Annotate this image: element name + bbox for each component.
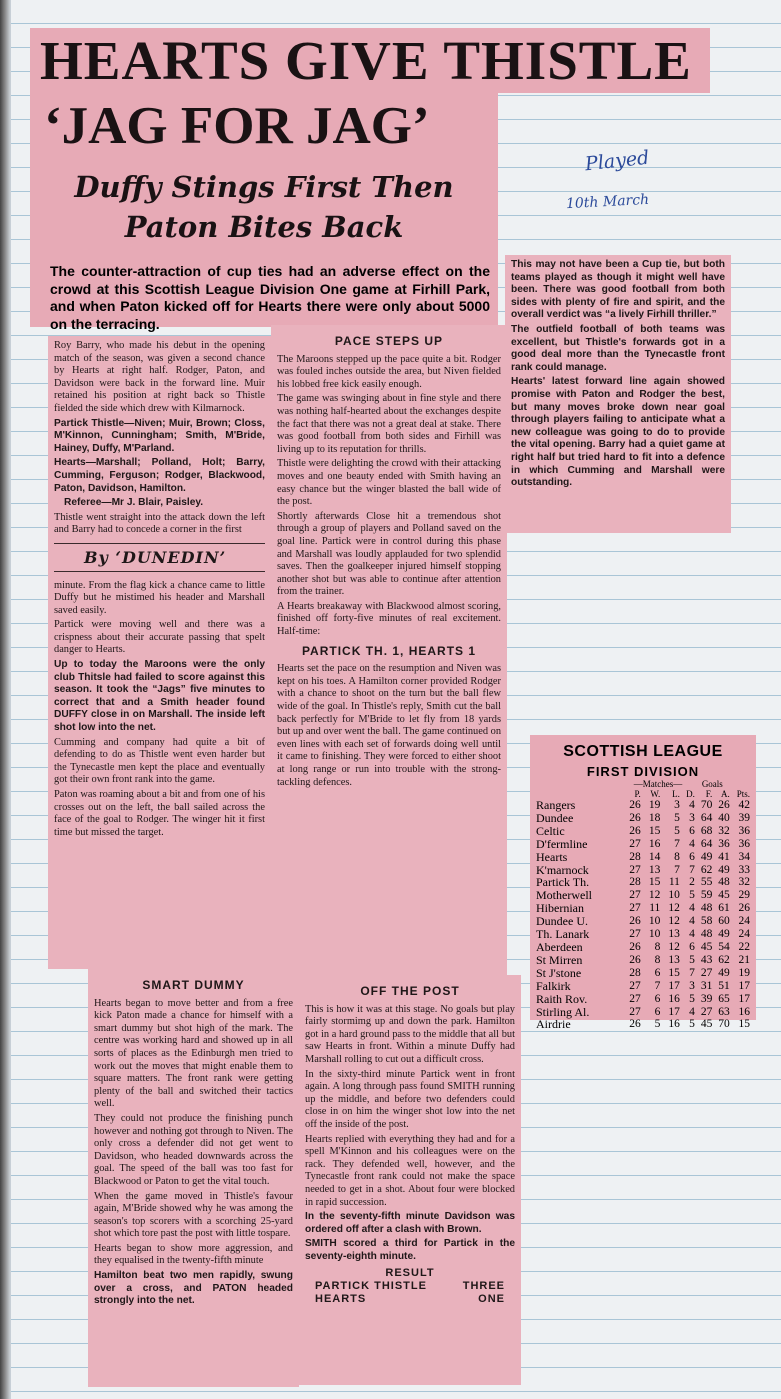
stat-cell-pts: 21 [738, 953, 750, 966]
stat-cell-l: 12 [668, 902, 680, 915]
stat-cell-a: 62 [718, 953, 730, 966]
result-label: RESULT [385, 1267, 435, 1280]
table-row [536, 1018, 750, 1031]
stat-cell-d: 3 [689, 979, 695, 992]
team-name-cell: Raith Rov. [536, 991, 588, 1006]
col1-paragraph: Partick were moving well and there was a crispness about their accurate passing that spelt danger to Hearts. [54, 619, 265, 656]
article-column-2 [271, 325, 507, 975]
stat-cell-f: 70 [700, 799, 713, 811]
team-name-cell: St J'stone [536, 965, 582, 980]
stat-cell-f: 58 [700, 915, 713, 928]
subheadline-line-2: Paton Bites Back [124, 210, 404, 244]
stat-cell-w: 10 [648, 915, 661, 928]
stat-cell-d: 5 [689, 953, 695, 966]
col1-paragraph: Thistle went straight into the attack down the left and Barry had to concede a corner in the first [54, 511, 265, 536]
col1-paragraph-bold: Hamilton beat two men rapidly, swung over a cross, and PATON headed strongly into the net. [94, 1270, 293, 1307]
col2-paragraph: Shortly afterwards Close hit a tremendous shot through a group of players and Polland saved on the goal line. Partick were in control during this phase and Marshall was loudly applauded for two splendid saves. Then the goalkeeper injured himself stopping another shot but was able to continue after attention from the trainer. [277, 510, 501, 598]
stat-cell-p: 27 [629, 889, 641, 902]
stat-cell-d: 4 [689, 837, 695, 850]
header-f: F. [705, 789, 713, 799]
stat-cell-d: 4 [689, 928, 695, 941]
article-column-3 [505, 255, 731, 533]
stat-cell-w: 15 [648, 824, 661, 837]
team-name-cell: Motherwell [536, 888, 592, 903]
stat-cell-f: 45 [700, 940, 713, 953]
stat-cell-p: 27 [629, 1005, 641, 1018]
stat-cell-p: 26 [629, 799, 641, 811]
result-home-row [305, 1280, 515, 1293]
table-row [536, 980, 750, 993]
stat-cell-d: 7 [689, 863, 695, 876]
stat-cell-a: 70 [718, 1018, 730, 1031]
league-group-row [536, 780, 750, 789]
stat-cell-w: 16 [648, 837, 661, 850]
league-table [536, 780, 750, 1031]
stat-cell-a: 61 [718, 902, 730, 915]
stat-cell-p: 26 [629, 940, 641, 953]
stat-cell-a: 41 [718, 850, 730, 863]
stat-cell-d: 6 [689, 940, 695, 953]
stat-cell-p: 28 [629, 850, 641, 863]
team-name-cell: Th. Lanark [536, 927, 590, 942]
stat-cell-f: 43 [700, 953, 713, 966]
stat-cell-pts: 15 [738, 1018, 750, 1031]
stat-cell-d: 4 [689, 902, 695, 915]
team-name-cell: D'fermline [536, 836, 588, 851]
stat-cell-pts: 16 [738, 1005, 750, 1018]
col3-paragraph: The outfield football of both teams was excellent, but Thistle's forwards got in a good deal more than the Tynecastle front rank could manage. [511, 323, 725, 373]
stat-cell-w: 8 [654, 940, 661, 953]
header-w: W. [650, 789, 661, 799]
stat-cell-a: 36 [718, 837, 730, 850]
league-table-clipping [530, 735, 756, 1032]
stat-cell-a: 32 [718, 824, 730, 837]
stat-cell-a: 45 [718, 889, 730, 902]
stat-cell-a: 49 [718, 928, 730, 941]
stat-cell-d: 4 [689, 799, 695, 811]
stat-cell-w: 6 [654, 966, 661, 979]
stat-cell-f: 27 [700, 1005, 713, 1018]
stat-cell-p: 27 [629, 837, 641, 850]
headline-line-1: HEARTS GIVE THISTLE [30, 28, 710, 93]
stat-cell-f: 39 [700, 992, 713, 1005]
stat-cell-l: 11 [668, 876, 680, 889]
table-row [536, 993, 750, 1006]
header-pts: Pts. [736, 789, 750, 799]
col1-paragraph: Hearts began to show more aggression, and they equalised in the twenty-fifth minute [94, 1242, 293, 1267]
stat-cell-l: 17 [668, 1005, 680, 1018]
stat-cell-d: 5 [689, 1018, 695, 1031]
team-name-cell: Hibernian [536, 901, 584, 916]
stat-cell-l: 3 [674, 799, 680, 811]
team-name-cell: Stirling Al. [536, 1004, 590, 1019]
stat-cell-w: 10 [648, 928, 661, 941]
team-name-cell: Hearts [536, 849, 568, 864]
col2-paragraph-bold: In the seventy-fifth minute Davidson was ordered off after a clash with Brown. [305, 1211, 515, 1235]
stat-cell-w: 18 [648, 811, 661, 824]
stat-cell-pts: 32 [738, 876, 750, 889]
team-name-cell: Airdrie [536, 1017, 571, 1032]
col1-paragraph-bold: Up to today the Maroons were the only club Thitsle had failed to score against this season. It took the “Jags” five minutes to correct that and a Smith header found DUFFY close in on Marshall. The inside left shot low into the net. [54, 659, 265, 734]
stat-cell-d: 7 [689, 966, 695, 979]
stat-cell-l: 5 [674, 824, 680, 837]
stat-cell-l: 10 [668, 889, 680, 902]
stat-cell-l: 7 [674, 837, 680, 850]
col2-paragraph: The game was swinging about in fine style and there was nothing half-hearted about the exchanges despite the fact that there was not a great deal at stake. There was good football from both sides and Firhill was living up to its reputation for thrills. [277, 393, 501, 455]
team-lineup-hearts: Hearts—Marshall; Polland, Holt; Barry, Cumming, Ferguson; Rodger, Blackwood, Paton, Davidson, Hamilton. [54, 457, 265, 494]
col2-paragraph: Hearts set the pace on the resumption and Niven was kept on his toes. A Hamilton corner provided Rodger with a chance to shoot on the turn but the ball flew wide of the goal. In Thistle's reply, Smith cut the ball back perfectly for M'Bride to let fly from 18 yards but up and over went the ball. The game continued on even lines with each set of forwards doing well until it came to finishing. They were forced to either shoot at long range or run into trouble with the strong-tackling defences. [277, 663, 502, 788]
header-p: P. [634, 789, 641, 799]
article-column-1 [48, 336, 271, 969]
table-row [536, 799, 750, 812]
stat-cell-w: 13 [648, 863, 661, 876]
col2-paragraph-bold: SMITH scored a third for Partick in the seventy-eighth minute. [305, 1238, 515, 1262]
subheadline-line-1: Duffy Stings First Then [74, 170, 454, 204]
result-home-team: PARTICK THISTLE [315, 1280, 427, 1293]
referee-line: Referee—Mr J. Blair, Paisley. [64, 497, 204, 509]
table-row [536, 941, 750, 954]
stat-cell-p: 26 [629, 824, 641, 837]
section-heading-smart-dummy: SMART DUMMY [142, 978, 245, 992]
stat-cell-pts: 17 [738, 992, 750, 1005]
header-a: A. [721, 789, 730, 799]
stat-cell-p: 26 [629, 953, 641, 966]
intro-paragraph: The counter-attraction of cup ties had an adverse effect on the crowd at this Scottish League Division One game at Firhill Park, and when Paton kicked off for Hearts there were only about 5000 on the terracing. [30, 257, 498, 327]
stat-cell-a: 26 [718, 799, 730, 811]
stat-cell-p: 27 [629, 992, 641, 1005]
handwritten-note-played: Played [584, 146, 651, 176]
table-row [536, 838, 750, 851]
team-name-cell: Partick Th. [536, 875, 590, 890]
stat-cell-p: 26 [629, 1018, 641, 1031]
stat-cell-l: 8 [674, 850, 680, 863]
stat-cell-d: 2 [689, 876, 695, 889]
team-name-cell: Celtic [536, 823, 565, 838]
headline-line-2: ‘JAG FOR JAG’ [30, 93, 498, 159]
col2-paragraph: Hearts replied with everything they had and for a spell M'Kinnon and his colleagues were on the rack. They defended well, however, and the Tynecastle front rank could not make the space needed to get in a shot. About four were blocked in rapid succession. [305, 1133, 515, 1208]
col1-paragraph: minute. From the flag kick a chance came to little Duffy but he mistimed his header and Marshall saved easily. [54, 579, 265, 616]
stat-cell-a: 51 [718, 979, 730, 992]
team-name-cell: Falkirk [536, 978, 571, 993]
league-title: SCOTTISH LEAGUE [563, 743, 723, 760]
stat-cell-w: 11 [649, 902, 661, 915]
col2-paragraph: This is how it was at this stage. No goals but play fairly stormimg up and down the park. Hamilton got in a hard ground pass to the middle that all but saw Hearts in front. Within a minute Duffy had Marshall rolling to cut out a difficult cross. [305, 1003, 515, 1065]
stat-cell-l: 17 [668, 979, 680, 992]
stat-cell-a: 49 [718, 966, 730, 979]
stat-cell-w: 8 [654, 953, 661, 966]
stat-cell-d: 4 [689, 915, 695, 928]
stat-cell-f: 62 [700, 863, 713, 876]
subheadline [30, 159, 498, 257]
col1-paragraph: Paton was roaming about a bit and from one of his crosses out on the left, the ball sailed across the face of the goal to Rodger. The winger hit it first time but missed the target. [54, 789, 265, 838]
col2-paragraph: In the sixty-third minute Partick went in front again. A long through pass found SMITH running up the middle, and before two defenders could close in on him the winger shot low into the net off the inside of the post. [305, 1068, 515, 1130]
stat-cell-p: 27 [629, 928, 641, 941]
stat-cell-p: 27 [629, 902, 641, 915]
col2-paragraph: A Hearts breakaway with Blackwood almost scoring, finished off forty-five minutes of real excitement. Half-time: [277, 600, 501, 638]
stat-cell-pts: 19 [738, 966, 750, 979]
stat-cell-pts: 33 [738, 863, 750, 876]
group-matches: —Matches— [633, 779, 683, 789]
stat-cell-f: 48 [700, 928, 713, 941]
stat-cell-l: 16 [668, 1018, 680, 1031]
stat-cell-a: 49 [718, 863, 730, 876]
col1-paragraph: Hearts began to move better and from a free kick Paton made a chance for himself with a smart dummy but shot high of the mark. The centre was working hard and showed up in all sorts of places as the Edinburgh men tried to work out the moves that might enable them to square matters. The front rank were getting plenty of the ball and switched their tactics well. [94, 997, 293, 1110]
stat-cell-l: 13 [668, 928, 680, 941]
league-subtitle: FIRST DIVISION [586, 764, 700, 779]
group-goals: Goals [701, 779, 723, 789]
stat-cell-w: 6 [654, 992, 661, 1005]
stat-cell-pts: 17 [738, 979, 750, 992]
stat-cell-p: 28 [629, 966, 641, 979]
stat-cell-p: 27 [629, 863, 641, 876]
stat-cell-d: 4 [689, 1005, 695, 1018]
result-away-row [305, 1293, 515, 1306]
result-away-team: HEARTS [315, 1293, 367, 1306]
stat-cell-f: 27 [700, 966, 713, 979]
handwritten-note-date: 10th March [565, 191, 650, 213]
stat-cell-p: 26 [629, 915, 641, 928]
stat-cell-w: 19 [648, 799, 661, 811]
stat-cell-a: 40 [718, 811, 730, 824]
stat-cell-f: 49 [700, 850, 713, 863]
stat-cell-pts: 24 [738, 928, 750, 941]
result-home-score: THREE [462, 1280, 505, 1293]
stat-cell-pts: 29 [738, 889, 750, 902]
header-l: L. [672, 789, 680, 799]
byline: By ‘DUNEDIN’ [54, 543, 265, 572]
team-lineup-thistle: Partick Thistle—Niven; Muir, Brown; Closs, M'Kinnon, Cunningham; Smith, M'Bride, Hainey, Duffy, M'Parland. [54, 417, 265, 454]
stat-cell-a: 63 [718, 1005, 730, 1018]
stat-cell-a: 48 [718, 876, 730, 889]
team-name-cell: Rangers [536, 798, 576, 812]
stat-cell-pts: 39 [738, 811, 750, 824]
stat-cell-p: 28 [629, 876, 641, 889]
stat-cell-a: 54 [718, 940, 730, 953]
stat-cell-w: 5 [654, 1018, 661, 1031]
stat-cell-l: 7 [674, 863, 680, 876]
section-heading-half-time-score: PARTICK TH. 1, HEARTS 1 [301, 643, 477, 658]
stat-cell-d: 5 [689, 992, 695, 1005]
table-row [536, 967, 750, 980]
section-heading-off-the-post: OFF THE POST [360, 984, 460, 998]
stat-cell-f: 59 [700, 889, 713, 902]
stat-cell-f: 68 [700, 824, 713, 837]
table-row [536, 851, 750, 864]
stat-cell-w: 15 [648, 876, 661, 889]
stat-cell-pts: 22 [738, 940, 750, 953]
stat-cell-f: 31 [700, 979, 713, 992]
stat-cell-f: 48 [700, 902, 713, 915]
stat-cell-w: 14 [648, 850, 661, 863]
col2-paragraph: The Maroons stepped up the pace quite a bit. Rodger was fouled inches outside the area, but Niven fielded his lobbed free kick easily enough. [277, 353, 501, 390]
col1-paragraph: Cumming and company had quite a bit of defending to do as Thistle went even harder but the Tynecastle men kept the place and eventually got their own front rank into the game. [54, 736, 265, 786]
stat-cell-w: 7 [654, 979, 661, 992]
stat-cell-l: 15 [668, 966, 680, 979]
team-name-cell: K'marnock [536, 862, 589, 877]
table-row [536, 954, 750, 967]
col2-paragraph: Thistle were delighting the crowd with their attacking moves and one beauty ended with Smith having an easy chance but the winger blasted the ball wide of the post. [277, 458, 501, 508]
stat-cell-l: 12 [668, 940, 680, 953]
stat-cell-p: 27 [629, 979, 641, 992]
stat-cell-f: 55 [700, 876, 713, 889]
stat-cell-w: 6 [654, 1005, 661, 1018]
stat-cell-pts: 36 [738, 837, 750, 850]
table-row [536, 825, 750, 838]
stat-cell-f: 45 [700, 1018, 713, 1031]
result-box [305, 1267, 515, 1306]
stat-cell-d: 5 [689, 889, 695, 902]
stat-cell-d: 3 [689, 811, 695, 824]
team-name-cell: Aberdeen [536, 939, 583, 954]
col1-paragraph: Roy Barry, who made his debut in the opening match of the season, was given a second chance by Hearts at right half. Rodger, Paton, and Davidson were back in the forward line. Muir retained his position at right back so Thistle fielded the side which drew with Kilmarnock. [54, 340, 265, 414]
col1-paragraph: When the game moved in Thistle's favour again, M'Bride showed why he was among the season's top scorers with a scorching 25-yard shot which tore past the post with little tospare. [94, 1190, 293, 1240]
col1-paragraph: They could not produce the finishing punch however and nothing got through to Niven. The only cross a defender did not get went to Davidson, who headed downwards across the goal. The speed of the ball was too fast for Blackwood or Paton to get the vital touch. [94, 1112, 293, 1187]
result-away-score: ONE [478, 1293, 505, 1306]
col3-paragraph: Hearts' latest forward line again showed promise with Paton and Rodger the best, but many moves broke down near goal through players failing to anticipate what a new colleague was going to do to provide the vital opening. Barry had a quiet game at right half but tried hard to fit into a defence in which Cumming and Marshall were outstanding. [511, 376, 725, 489]
team-name-cell: Dundee U. [536, 914, 588, 929]
article-column-2-continued [299, 975, 521, 1385]
stat-cell-p: 26 [629, 811, 641, 824]
article-column-1-continued [88, 969, 299, 1387]
stat-cell-pts: 26 [738, 902, 750, 915]
stat-cell-f: 64 [700, 811, 713, 824]
team-name-cell: St Mirren [536, 952, 583, 967]
scrapbook-spine [0, 0, 10, 1399]
stat-cell-l: 13 [668, 953, 680, 966]
stat-cell-d: 6 [689, 850, 695, 863]
section-heading-pace-steps-up: PACE STEPS UP [334, 334, 444, 348]
header-d: D. [686, 789, 695, 799]
stat-cell-l: 5 [674, 811, 680, 824]
stat-cell-l: 12 [668, 915, 680, 928]
stat-cell-a: 60 [718, 915, 730, 928]
table-row [536, 812, 750, 825]
stat-cell-l: 16 [668, 992, 680, 1005]
stat-cell-f: 64 [700, 837, 713, 850]
stat-cell-pts: 36 [738, 824, 750, 837]
team-name-cell: Dundee [536, 810, 574, 825]
stat-cell-pts: 24 [738, 915, 750, 928]
stat-cell-w: 12 [648, 889, 661, 902]
stat-cell-a: 65 [718, 992, 730, 1005]
stat-cell-d: 6 [689, 824, 695, 837]
stat-cell-pts: 34 [738, 850, 750, 863]
stat-cell-pts: 42 [738, 799, 750, 811]
col3-paragraph: This may not have been a Cup tie, but both teams played as though it might well have been. There was good football from both sides with plenty of fire and spirit, and the overall verdict was “a lively Firhill thriller.” [511, 259, 725, 321]
